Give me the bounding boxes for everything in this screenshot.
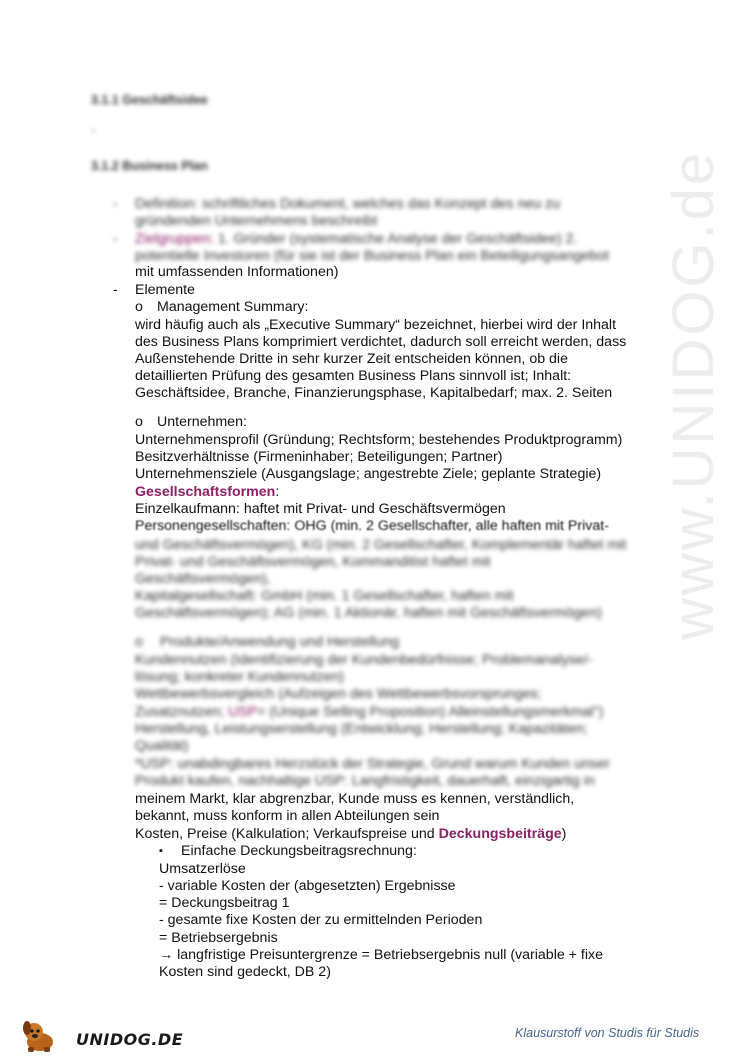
unternehmen-line: Unternehmensprofil (Gründung; Rechtsform; bestehendes Produktprogramm) [135, 432, 623, 448]
deckungsbeitraege-label: Deckungsbeiträge [438, 826, 562, 842]
dog-icon [20, 1018, 60, 1054]
gesellschaftsformen-label: Gesellschaftsformen [135, 484, 276, 500]
gesellschaft-line: Geschäftsvermögen), [135, 571, 271, 587]
management-line: wird häufig auch als „Executive Summary“ bezeichnet, hierbei wird der Inhalt [135, 317, 617, 333]
unternehmen-line: Besitzverhältnisse (Firmeninhaber; Beteiligungen; Partner) [135, 449, 503, 465]
unidog-logo [20, 1018, 184, 1054]
produkte-line: bekannt, muss konform in allen Abteilungen sein [135, 808, 440, 824]
einzelkaufmann-line: Einzelkaufmann: haftet mit Privat- und Geschäftsvermögen [135, 501, 506, 517]
produkte-line: Herstellung, Leistungserstellung (Entwicklung; Herstellung; Kapazitäten; [135, 721, 588, 737]
logo-text: UNIDOG.DE [76, 1030, 184, 1049]
heading-3-1-2: 3.1.2 Business Plan [91, 159, 208, 173]
bullet-o: o [135, 634, 143, 650]
produkte-line: Produkt kaufen, nachhaltige USP: Langfristigkeit, dauerhaft, einzigartig in [135, 773, 595, 789]
produkte-line: meinem Markt, klar abgrenzbar, Kunde muss es kennen, verständlich, [135, 791, 575, 807]
definition-line: Definition: schriftliches Dokument, welches das Konzept des neu zu [135, 196, 561, 212]
personengesellschaften-line: Personengesellschaften: OHG (min. 2 Gesellschafter, alle haften mit Privat- [135, 518, 609, 534]
stray-dash: - [91, 123, 95, 137]
deckung-final-line [159, 947, 603, 964]
zielgruppen-line: mit umfassenden Informationen) [135, 264, 339, 280]
bullet-o: o [135, 299, 143, 315]
usp-suffix: = (Unique Selling Proposition) Alleinstellungsmerkmal") [257, 704, 604, 720]
produkte-line: *USP: unabdingbares Herzstück der Strategie, Grund warum Kunden unser [135, 756, 610, 772]
management-line: des Business Plans komprimiert verdichtet, dadurch soll erreicht werden, dass [135, 334, 627, 350]
gesellschaft-line: Geschäftsvermögen); AG (min. 1 Aktionär, haften mit Geschäftsvermögen) [135, 605, 602, 621]
zielgruppen-label: Zielgruppen [135, 231, 210, 247]
arrow-right-icon: → [159, 947, 174, 963]
unternehmen-line: Unternehmensziele (Ausgangslage; angestrebte Ziele; geplante Strategie) [135, 466, 602, 482]
definition-line: gründenden Unternehmens beschreibt [135, 213, 378, 229]
management-title: Management Summary: [157, 299, 309, 315]
usp-prefix: Zusatznutzen; [135, 704, 229, 720]
produkte-line: Wettbewerbsvergleich (Aufzeigen des Wettbewerbsvorsprunges; [135, 686, 542, 702]
list-dash: - [113, 282, 118, 298]
zielgruppen-line [135, 231, 577, 248]
management-line: Geschäftsidee, Branche, Finanzierungsphase, Kapitalbedarf; max. 2. Seiten [135, 385, 613, 401]
list-dash: - [113, 196, 118, 212]
kosten-suffix: ) [561, 826, 567, 842]
deckung-line: - variable Kosten der (abgesetzten) Ergebnisse [159, 878, 456, 894]
gesellschaft-line: und Geschäftsvermögen), KG (min. 2 Gesellschafter, Komplementär haftet mit [135, 537, 627, 553]
zielgruppen-text: : 1. Gründer (systematische Analyse der Geschäftsidee) 2. [209, 231, 578, 247]
management-line: detaillierten Prüfung des gesamten Business Plans sinnvoll ist; Inhalt: [135, 368, 572, 384]
gesellschaftsformen-line [135, 484, 279, 501]
zielgruppen-line: potentielle Investoren (für sie ist der Business Plan ein Beteiligungsangebot [135, 248, 609, 264]
produkte-title: Produkte/Anwendung und Herstellung [160, 634, 399, 650]
produkte-line: lösung; konkreter Kundennutzen) [135, 669, 345, 685]
heading-3-1-1: 3.1.1 Geschäftsidee [91, 93, 208, 107]
usp-label: USP [228, 704, 258, 720]
kosten-line [135, 826, 566, 843]
watermark-text: www.UNIDOG.de [661, 149, 726, 640]
unternehmen-title: Unternehmen: [157, 414, 247, 430]
elemente-label: Elemente [135, 282, 195, 298]
gesellschaft-line: Privat- und Geschäftsvermögen, Kommanditist haftet mit [135, 554, 491, 570]
deckung-final-text: langfristige Preisuntergrenze = Betriebsergebnis null (variable + fixe [173, 947, 603, 963]
gesellschaft-line: Kapitalgesellschaft: GmbH (min. 1 Gesellschafter, haften mit [135, 588, 514, 604]
deckung-line: Umsatzerlöse [159, 861, 246, 877]
footer-tagline: Klausurstoff von Studis für Studis [515, 1026, 700, 1040]
list-dash: - [113, 231, 118, 247]
produkte-line: Qualität) [135, 738, 189, 754]
kosten-prefix: Kosten, Preise (Kalkulation; Verkaufspreise und [135, 826, 439, 842]
colon: : [275, 484, 280, 500]
bullet-o: o [135, 414, 143, 430]
deckung-line: Kosten sind gedeckt, DB 2) [159, 964, 331, 980]
deckung-title: Einfache Deckungsbeitragsrechnung: [181, 843, 417, 859]
deckung-line: = Betriebsergebnis [159, 930, 278, 946]
deckung-line: = Deckungsbeitrag 1 [159, 895, 290, 911]
square-bullet: ▪ [159, 845, 163, 857]
deckung-line: - gesamte fixe Kosten der zu ermittelnden Perioden [159, 912, 483, 928]
produkte-line: Kundennutzen (Identifizierung der Kundenbedürfnisse; Problemanalyse/- [135, 652, 593, 668]
usp-line [135, 704, 603, 721]
management-line: Außenstehende Dritte in sehr kurzer Zeit entscheiden können, ob die [135, 351, 568, 367]
